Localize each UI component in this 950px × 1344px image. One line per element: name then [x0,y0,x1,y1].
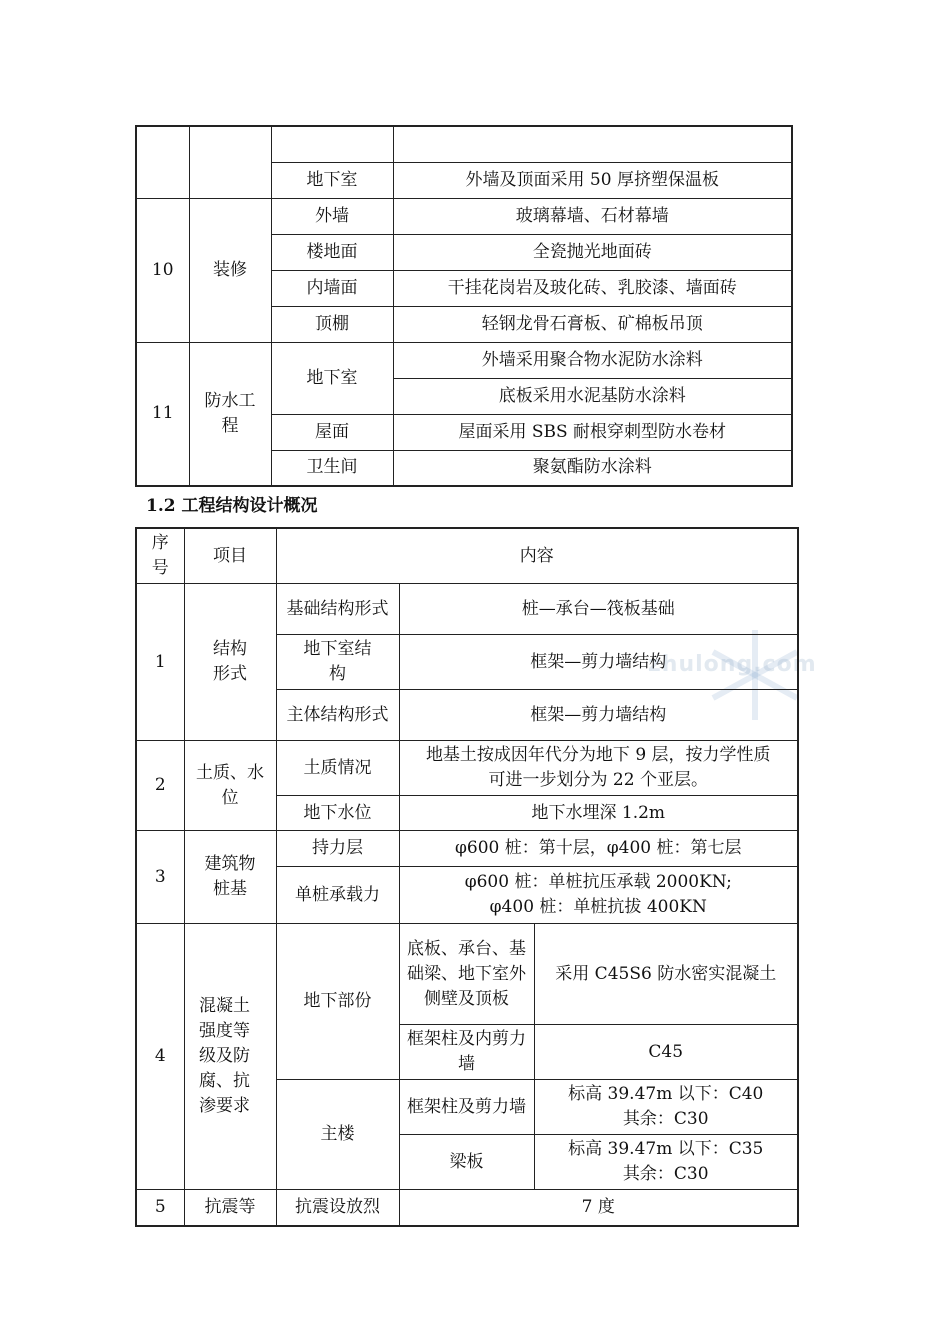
cell-sub: 抗震设放烈 [276,1190,399,1226]
table-row [136,924,798,1025]
finishes-waterproofing-table [135,125,793,487]
cell-seq: 1 [136,584,184,741]
cell-sub: 外墙 [271,198,393,234]
detail-text: 框架柱及剪力墙 [407,1096,526,1117]
cell-content: 桩—承台—筏板基础 [399,584,798,635]
cell-sub: 卫生间 [271,450,393,486]
cell-content [399,867,798,924]
section-heading: 1.2 工程结构设计概况 [146,496,318,516]
cell-content [393,126,792,162]
cell-content: 地下水埋深 1.2m [399,796,798,831]
cell-seq: 2 [136,741,184,831]
cell-sub: 内墙面 [271,270,393,306]
cell-sub [276,584,399,635]
cell-sub: 地下水位 [276,796,399,831]
table-row [136,584,798,635]
cell-seq: 11 [136,342,189,486]
cell-item: 抗震等 [184,1190,276,1226]
cell-sub: 地下室 [271,162,393,198]
content-line: 标高 39.47m 以下：C35 [568,1139,764,1159]
sub-text: 地下室结构 [303,639,372,684]
cell-seq: 10 [136,198,189,342]
cell-item [184,741,276,831]
content-line: 其余：C30 [622,1164,709,1184]
sub-text: 基础结构形式 [286,598,389,619]
structure-design-table [135,527,799,1227]
cell-sub: 地下部份 [276,924,399,1080]
cell-sub: 土质情况 [276,741,399,796]
header-content: 内容 [276,528,798,584]
watermark-text: zhulong.com [648,652,817,677]
cell-content: 7 度 [399,1190,798,1226]
cell-sub [271,126,393,162]
content-line: 其余：C30 [622,1109,709,1129]
cell-item [189,342,271,486]
cell-content: 采用 C45S6 防水密实混凝土 [534,924,798,1025]
header-seq [136,528,184,584]
detail-text: 底板、承台、基础梁、地下室外侧壁及顶板 [407,938,526,1009]
content-line: φ400 桩：单桩抗拔 400KN [489,897,707,917]
cell-content: 全瓷抛光地面砖 [393,234,792,270]
item-text: 混凝土强度等级及防腐、抗渗要求 [199,996,250,1116]
cell-seq [136,126,189,198]
cell-sub: 屋面 [271,414,393,450]
cell-sub: 单桩承载力 [276,867,399,924]
cell-sub: 主楼 [276,1080,399,1190]
table-row [136,741,798,796]
cell-content: φ600 桩：第十层，φ400 桩：第七层 [399,831,798,867]
cell-content: 屋面采用 SBS 耐根穿刺型防水卷材 [393,414,792,450]
cell-content: 外墙及顶面采用 50 厚挤塑保温板 [393,162,792,198]
item-text: 防水工程 [204,390,256,436]
cell-content: 轻钢龙骨石膏板、矿棉板吊顶 [393,306,792,342]
cell-detail [399,1025,534,1080]
cell-content: 聚氨酯防水涂料 [393,450,792,486]
cell-seq: 3 [136,831,184,924]
cell-seq: 5 [136,1190,184,1226]
cell-detail: 梁板 [399,1135,534,1190]
cell-item [184,831,276,924]
cell-content: 框架—剪力墙结构 [399,690,798,741]
cell-item: 装修 [189,198,271,342]
cell-content: 框架—剪力墙结构 [399,635,798,690]
content-line: 标高 39.47m 以下：C40 [568,1084,764,1104]
cell-content [534,1135,798,1190]
table-row [136,831,798,867]
item-text: 土质、水位 [196,762,264,808]
table-row [136,342,792,378]
detail-text: 框架柱及内剪力墙 [407,1029,526,1074]
sub-text: 主体结构形式 [286,704,389,725]
item-text: 结构形式 [213,639,247,684]
cell-item [184,584,276,741]
table-header-row [136,528,798,584]
cell-content [399,741,798,796]
cell-sub [276,690,399,741]
table-row [136,198,792,234]
cell-detail [399,924,534,1025]
cell-content [534,1080,798,1135]
cell-sub [276,635,399,690]
content-line: 可进一步划分为 22 个亚层。 [488,770,708,790]
cell-content: 外墙采用聚合物水泥防水涂料 [393,342,792,378]
content-line: φ600 桩：单桩抗压承载 2000KN; [464,872,732,892]
cell-sub: 楼地面 [271,234,393,270]
cell-item [184,924,276,1190]
table-row [136,126,792,162]
content-line: 地基土按成因年代分为地下 9 层，按力学性质 [425,745,771,765]
cell-content: 玻璃幕墙、石材幕墙 [393,198,792,234]
cell-content: 干挂花岗岩及玻化砖、乳胶漆、墙面砖 [393,270,792,306]
table-row [136,1190,798,1226]
cell-detail [399,1080,534,1135]
header-seq-text: 序号 [151,533,169,578]
cell-sub: 持力层 [276,831,399,867]
header-item: 项目 [184,528,276,584]
cell-content: C45 [534,1025,798,1080]
cell-sub: 顶棚 [271,306,393,342]
item-text: 建筑物桩基 [204,854,256,899]
cell-sub: 地下室 [271,342,393,414]
cell-seq: 4 [136,924,184,1190]
cell-item [189,126,271,198]
cell-content: 底板采用水泥基防水涂料 [393,378,792,414]
